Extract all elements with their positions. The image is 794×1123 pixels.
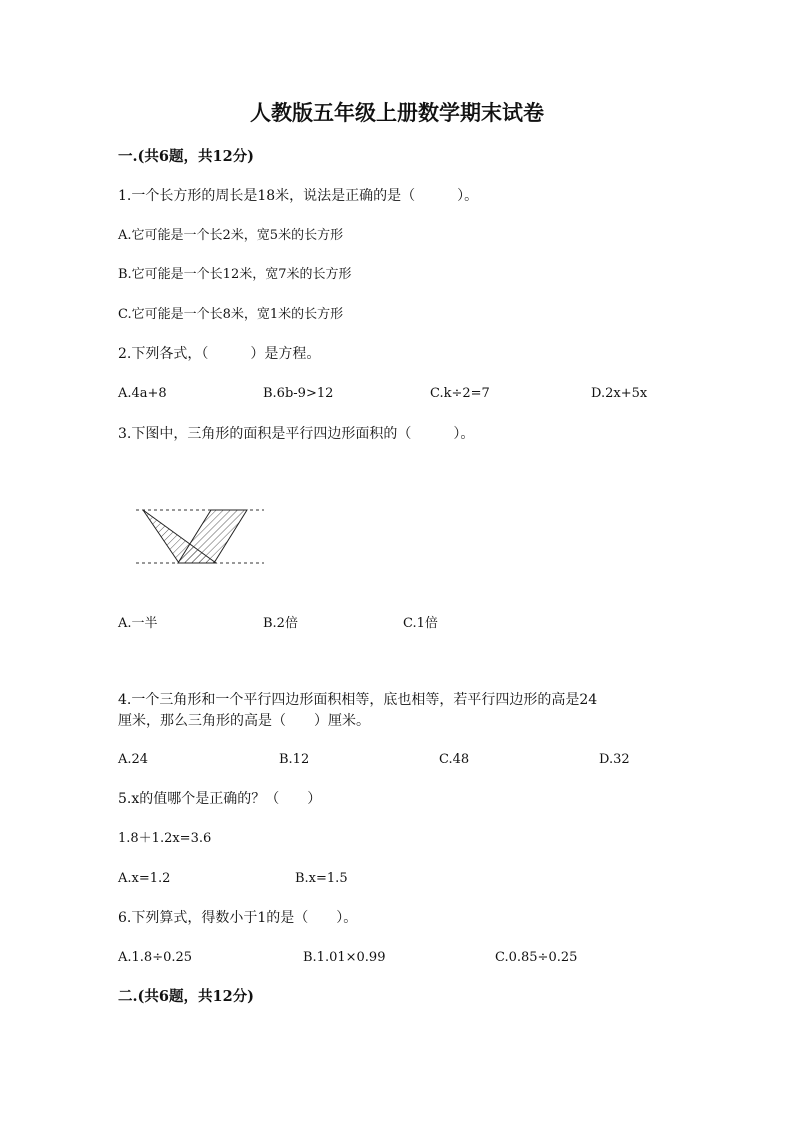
question-4-option-c: C.48 [439, 752, 470, 767]
question-4-option-d: D.32 [599, 752, 630, 767]
question-3-option-a: A.一半 [118, 616, 158, 631]
section-2-header: 二.(共6题，共12分) [118, 988, 255, 1005]
page-title: 人教版五年级上册数学期末试卷 [250, 100, 544, 125]
question-1-option-b: B.它可能是一个长12米，宽7米的长方形 [118, 267, 352, 282]
question-4-stem-line-1: 4.一个三角形和一个平行四边形面积相等，底也相等，若平行四边形的高是24 [118, 692, 598, 708]
question-5-option-b: B.x=1.5 [295, 871, 348, 886]
question-3-option-b: B.2倍 [263, 616, 298, 631]
question-6-option-c: C.0.85÷0.25 [495, 950, 578, 965]
question-3-stem: 3.下图中，三角形的面积是平行四边形面积的（ ）。 [118, 426, 475, 442]
question-3-option-c: C.1倍 [403, 616, 438, 631]
question-5-stem: 5.x的值哪个是正确的？（ ） [118, 791, 322, 807]
question-4-option-b: B.12 [279, 752, 310, 767]
question-2-option-a: A.4a+8 [118, 386, 167, 401]
question-1-stem: 1.一个长方形的周长是18米，说法是正确的是（ ）。 [118, 188, 479, 204]
question-2-option-b: B.6b-9>12 [263, 386, 334, 401]
question-6-option-a: A.1.8÷0.25 [118, 950, 193, 965]
question-2-stem: 2.下列各式，（ ）是方程。 [118, 346, 321, 362]
parallelogram-shape [178, 510, 247, 563]
question-1-option-a: A.它可能是一个长2米，宽5米的长方形 [118, 228, 344, 243]
question-6-option-b: B.1.01×0.99 [303, 950, 386, 965]
section-1-header: 一.(共6题，共12分) [118, 148, 255, 165]
question-6-stem: 6.下列算式，得数小于1的是（ ）。 [118, 910, 358, 926]
question-2-option-c: C.k÷2=7 [430, 386, 490, 401]
question-4-stem-line-2: 厘米，那么三角形的高是（ ）厘米。 [118, 713, 370, 729]
question-2-option-d: D.2x+5x [591, 386, 648, 401]
question-5-equation: 1.8＋1.2x=3.6 [118, 831, 212, 846]
question-4-option-a: A.24 [118, 752, 149, 767]
question-1-option-c: C.它可能是一个长8米，宽1米的长方形 [118, 307, 344, 322]
question-5-option-a: A.x=1.2 [118, 871, 171, 886]
triangle-parallelogram-figure [134, 500, 268, 570]
